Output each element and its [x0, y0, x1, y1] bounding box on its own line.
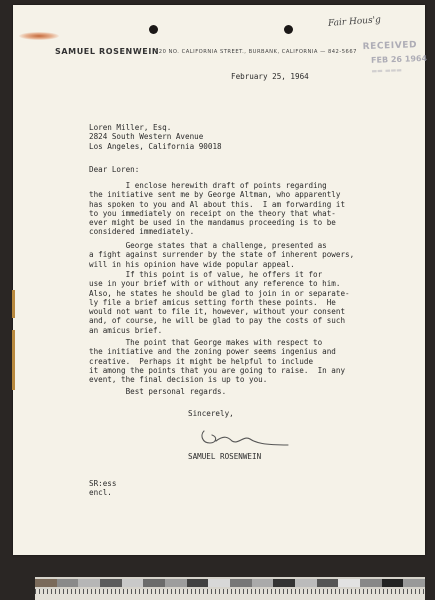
paragraph-2: [89, 241, 354, 269]
body-line: George states that a challenge, presented as: [89, 241, 327, 250]
body-line: the initiative and the zoning power seems ingenius and: [89, 347, 336, 357]
body-line: If this point is of value, he offers it for: [89, 270, 323, 279]
reference-block: [89, 479, 116, 498]
recipient-line: Los Angeles, California 90018: [89, 141, 222, 151]
paragraph-1: [89, 181, 345, 237]
handwritten-note: Fair Hous'g: [327, 15, 382, 29]
body-line: will in his opinion have wide popular appeal.: [89, 259, 295, 269]
valediction: Sincerely,: [188, 409, 234, 418]
ruler-scale: [35, 589, 425, 600]
punch-hole-left: [149, 25, 158, 34]
body-line: Also, he states he should be glad to join in or separate-: [89, 288, 350, 298]
body-line: creative. Perhaps it might be helpful to include: [89, 356, 314, 366]
body-line: to you immediately on receipt on the theory that what-: [89, 208, 336, 218]
closing-regards: Best personal regards.: [89, 387, 227, 396]
body-line: and, of course, he will be glad to pay the costs of such: [89, 316, 346, 326]
body-line: it among the points that you are going to raise. In any: [89, 365, 346, 375]
paper-stain: [19, 32, 59, 40]
body-line: would not want to file it, however, without your consent: [89, 307, 346, 317]
body-line: I enclose herewith draft of points regarding: [89, 181, 327, 190]
letter-page: [13, 5, 428, 555]
color-calibration-strip: [35, 577, 425, 600]
typist-initials: SR:ess: [89, 479, 117, 488]
punch-hole-right: [284, 25, 293, 34]
recipient-address: [89, 123, 222, 151]
edge-mark: [12, 330, 15, 390]
stamp-title: RECEIVED: [362, 40, 418, 53]
body-line: has spoken to you and Al about this. I am forwarding it: [89, 199, 346, 209]
body-line: ever might be used in the mandamus proceeding is to be: [89, 218, 336, 228]
recipient-line: Loren Miller, Esq.: [89, 123, 172, 132]
enclosure-note: encl.: [89, 488, 112, 498]
body-line: use in your brief with or without any reference to him.: [89, 279, 341, 289]
body-line: ly file a brief amicus setting forth these points. He: [89, 297, 336, 307]
paragraph-3: [89, 270, 350, 335]
signer-name: SAMUEL ROSENWEIN: [188, 452, 262, 461]
color-swatches: [35, 579, 425, 587]
body-line: an amicus brief.: [89, 325, 163, 335]
stamp-faint-text: ▬▬ ▬▬▬: [371, 66, 403, 75]
letterhead-address: 220 NO. CALIFORNIA STREET., BURBANK, CALIFORNIA — 842-5667: [155, 49, 357, 55]
body-line: event, the final decision is up to you.: [89, 375, 268, 385]
body-line: a fight against surrender by the state of inherent powers,: [89, 250, 355, 260]
stamp-date: FEB 26 1964: [370, 53, 428, 65]
paragraph-4: [89, 338, 345, 384]
body-line: the initiative sent me by George Altman, who apparently: [89, 190, 341, 200]
recipient-line: 2824 South Western Avenue: [89, 132, 204, 142]
salutation: Dear Loren:: [89, 165, 140, 174]
signature-mark: [198, 423, 293, 449]
letterhead-name: SAMUEL ROSENWEIN: [55, 47, 160, 56]
received-stamp: [362, 40, 427, 75]
body-line: The point that George makes with respect to: [89, 338, 323, 347]
edge-mark: [12, 290, 15, 318]
letter-date: February 25, 1964: [231, 72, 309, 81]
body-line: considered immediately.: [89, 227, 195, 237]
